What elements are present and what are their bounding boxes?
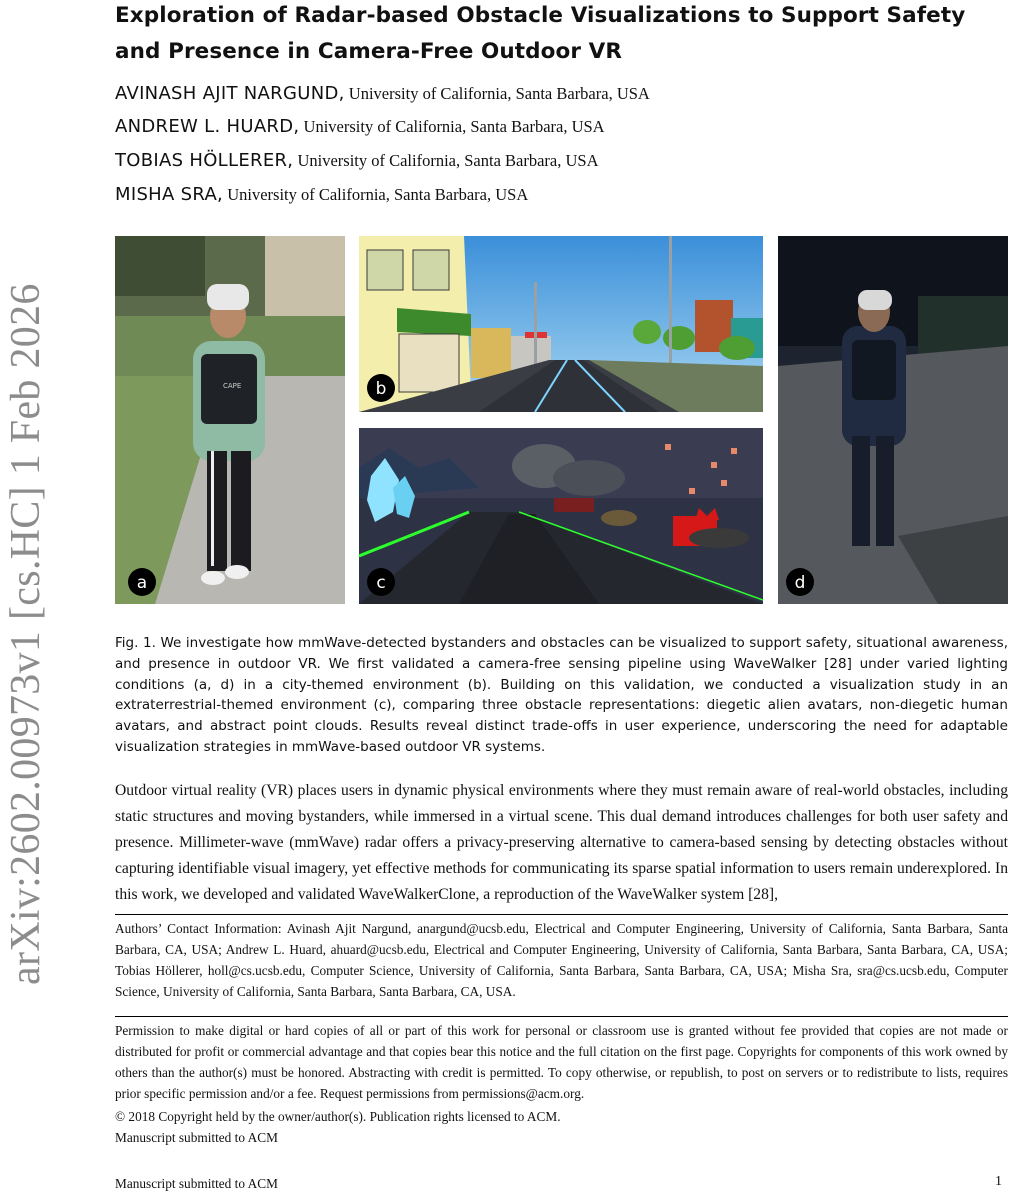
arxiv-stamp: arXiv:2602.00973v1 [cs.HC] 1 Feb 2026 (3, 283, 49, 985)
author-name: ANDREW L. HUARD, (115, 116, 300, 137)
panel-label-a: a (136, 573, 148, 593)
author-name: TOBIAS HÖLLERER, (115, 150, 294, 171)
figure-panel-c (359, 428, 763, 604)
footer-left: Manuscript submitted to ACM (115, 1176, 278, 1191)
divider (115, 914, 1008, 915)
figure-panel-b (359, 236, 763, 412)
body-paragraph: Outdoor virtual reality (VR) places users in dynamic physical environments where they must remain aware of real-world obstacles, including static structures and moving bystanders, while immersed in a virtual scene. This dual demand introduces challenges for both user safety and presence. Millimeter-wave (mmWave) radar offers a privacy-preserving alternative to camera-based sensing by detecting obstacles without capturing identifiable visual imagery, yet effective methods for communicating its sparse spatial information to users remain underexplored. In this work, we developed and validated WaveWalkerClone, a reproduction of the WaveWalker system [28], (115, 782, 1008, 903)
author-name: MISHA SRA, (115, 184, 224, 205)
author-4 (115, 185, 528, 206)
author-affiliation: University of California, Santa Barbara, USA (293, 151, 599, 170)
author-2 (115, 117, 605, 138)
author-1 (115, 84, 650, 105)
contact-information: Authors’ Contact Information: Avinash Ajit Nargund, anargund@ucsb.edu, Electrical and Computer Engineering, University of California, Santa Barbara, Santa Barbara, CA, USA; Andrew L. Huard, ahuard@ucsb.edu, Electrical and Computer Engineering, University of California, Santa Barbara, Santa Barbara, CA, USA; Tobias Höllerer, holl@cs.ucsb.edu, Computer Science, University of California, Santa Barbara, Santa Barbara, CA, USA; Misha Sra, sra@cs.ucsb.edu, Computer Science, University of California, Santa Barbara, Santa Barbara, CA, USA. (115, 921, 1008, 999)
vest-text: CAPE (223, 382, 242, 390)
author-affiliation: University of California, Santa Barbara, USA (223, 185, 529, 204)
panel-label-c: c (376, 573, 386, 593)
permission-notice: Permission to make digital or hard copies of all or part of this work for personal or classroom use is granted without fee provided that copies are not made or distributed for profit or commercial advantage and that copies bear this notice and the full citation on the first page. Copyrights for components of this work owned by others than the author(s) must be honored. Abstracting with credit is permitted. To copy otherwise, or republish, to post on servers or to redistribute to lists, requires prior specific permission and/or a fee. Request permissions from permissions@acm.org. (115, 1023, 1008, 1101)
divider (115, 1016, 1008, 1017)
figure-caption: Fig. 1. We investigate how mmWave-detected bystanders and obstacles can be visualized to support safety, situational awareness, and presence in outdoor VR. We first validated a camera-free sensing pipeline using WaveWalker [28] under varied lighting conditions (a, d) in a city-themed environment (b). Building on this validation, we conducted a visualization study in an extraterrestrial-themed environment (c), comparing three obstacle representations: diegetic alien avatars, non-diegetic human avatars, and abstract point clouds. Results reveal distinct trade-offs in user experience, underscoring the need for adaptable visualization strategies in mmWave-based outdoor VR systems. (115, 635, 1008, 755)
manuscript-note: Manuscript submitted to ACM (115, 1130, 278, 1145)
author-name: AVINASH AJIT NARGUND, (115, 83, 345, 104)
panel-label-d: d (794, 573, 806, 593)
author-affiliation: University of California, Santa Barbara, USA (344, 84, 650, 103)
paper-title: Exploration of Radar-based Obstacle Visualizations to Support Safety and Presence in Camera-Free Outdoor VR (115, 3, 966, 64)
page-number: 1 (995, 1174, 1002, 1189)
figure-panel-d (778, 236, 1008, 604)
copyright-notice: © 2018 Copyright held by the owner/author(s). Publication rights licensed to ACM. (115, 1109, 561, 1124)
panel-label-b: b (375, 379, 387, 399)
author-affiliation: University of California, Santa Barbara, USA (299, 117, 605, 136)
author-3 (115, 151, 599, 172)
figure-panel-a (115, 236, 345, 604)
